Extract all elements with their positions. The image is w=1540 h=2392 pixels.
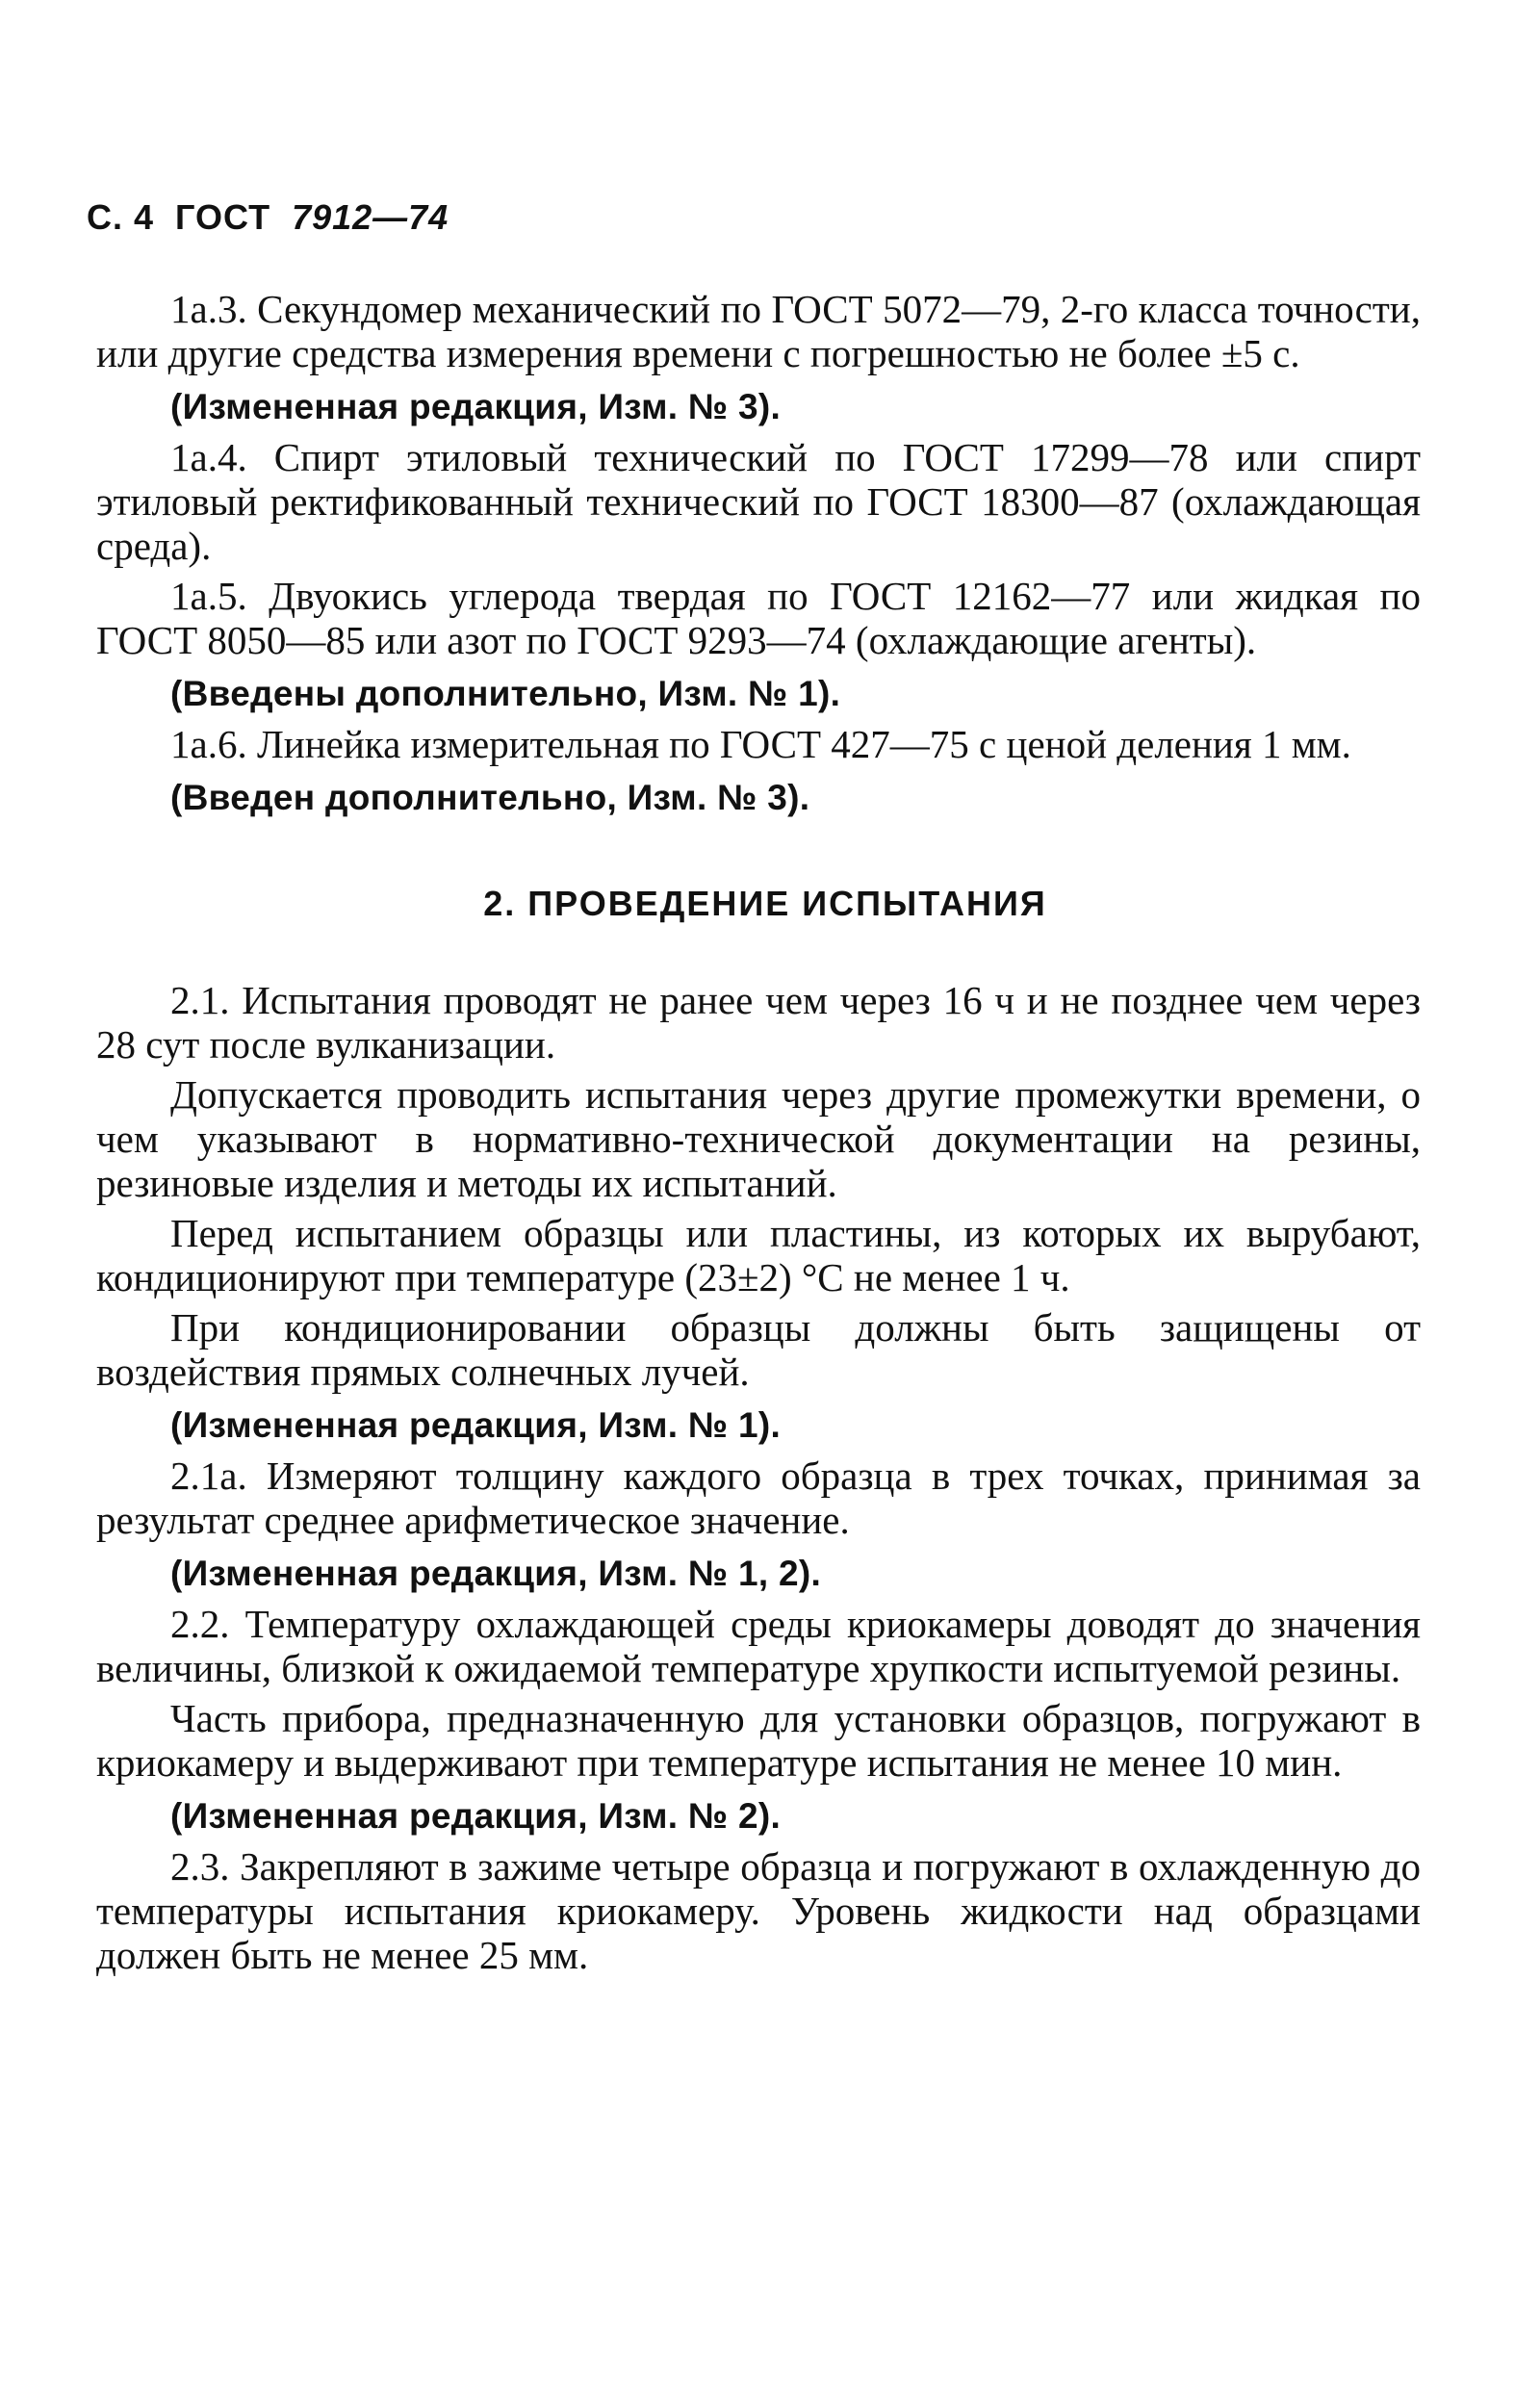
page-header bbox=[87, 197, 470, 238]
amendment-note: (Измененная редакция, Изм. № 3). bbox=[170, 387, 782, 426]
paragraph-2-1-protection: При кондиционировании образцы должны быть защищены от воздействия прямых солнечных лучей. bbox=[96, 1305, 1421, 1394]
standard-number: 7912—74 bbox=[292, 197, 449, 237]
paragraph-1a3: 1а.3. Секундомер механический по ГОСТ 5072—79, 2-го класса точности, или другие средства измерения времени с погрешностью не более ±5 с. bbox=[96, 287, 1421, 375]
paragraph-1a5: 1а.5. Двуокись углерода твердая по ГОСТ 12162—77 или жидкая по ГОСТ 8050—85 или азот по ГОСТ 9293—74 (охлаждающие агенты). bbox=[96, 574, 1421, 662]
paragraph-2-1a: 2.1а. Измеряют толщину каждого образца в трех точках, принимая за результат среднее арифметическое значение. bbox=[96, 1453, 1421, 1542]
paragraph-2-1-permission: Допускается проводить испытания через другие промежутки времени, о чем указывают в нормативно-технической документации на резины, резиновые изделия и методы их испытаний. bbox=[96, 1072, 1421, 1205]
paragraph-2-1-conditioning: Перед испытанием образцы или пластины, из которых их вырубают, кондиционируют при температуре (23±2) °С не менее 1 ч. bbox=[96, 1211, 1421, 1299]
paragraph-1a6: 1а.6. Линейка измерительная по ГОСТ 427—75 с ценой деления 1 мм. bbox=[170, 722, 1351, 766]
paragraph-2-2-immersion: Часть прибора, предназначенную для установки образцов, погружают в криокамеру и выдерживают при температуре испытания не менее 10 мин. bbox=[96, 1696, 1421, 1785]
document-body bbox=[96, 287, 1421, 1977]
amendment-note: (Измененная редакция, Изм. № 2). bbox=[170, 1796, 782, 1836]
amendment-note: (Измененная редакция, Изм. № 1). bbox=[170, 1405, 782, 1445]
standard-label: ГОСТ bbox=[175, 197, 271, 237]
paragraph-2-1: 2.1. Испытания проводят не ранее чем через 16 ч и не позднее чем через 28 сут после вулканизации. bbox=[96, 978, 1421, 1067]
amendment-note: (Введены дополнительно, Изм. № 1). bbox=[170, 674, 841, 713]
amendment-note: (Введен дополнительно, Изм. № 3). bbox=[170, 778, 810, 817]
section-title: 2. ПРОВЕДЕНИЕ ИСПЫТАНИЯ bbox=[483, 884, 1047, 923]
paragraph-2-3: 2.3. Закрепляют в зажиме четыре образца и погружают в охлажденную до температуры испытания криокамеру. Уровень жидкости над образцами должен быть не менее 25 мм. bbox=[96, 1844, 1421, 1977]
amendment-note: (Измененная редакция, Изм. № 1, 2). bbox=[170, 1554, 822, 1593]
paragraph-2-2: 2.2. Температуру охлаждающей среды криокамеры доводят до значения величины, близкой к ожидаемой температуре хрупкости испытуемой резины. bbox=[96, 1602, 1421, 1690]
paragraph-1a4: 1а.4. Спирт этиловый технический по ГОСТ 17299—78 или спирт этиловый ректификованный технический по ГОСТ 18300—87 (охлаждающая среда). bbox=[96, 435, 1421, 568]
page-label: С. 4 bbox=[87, 197, 155, 237]
